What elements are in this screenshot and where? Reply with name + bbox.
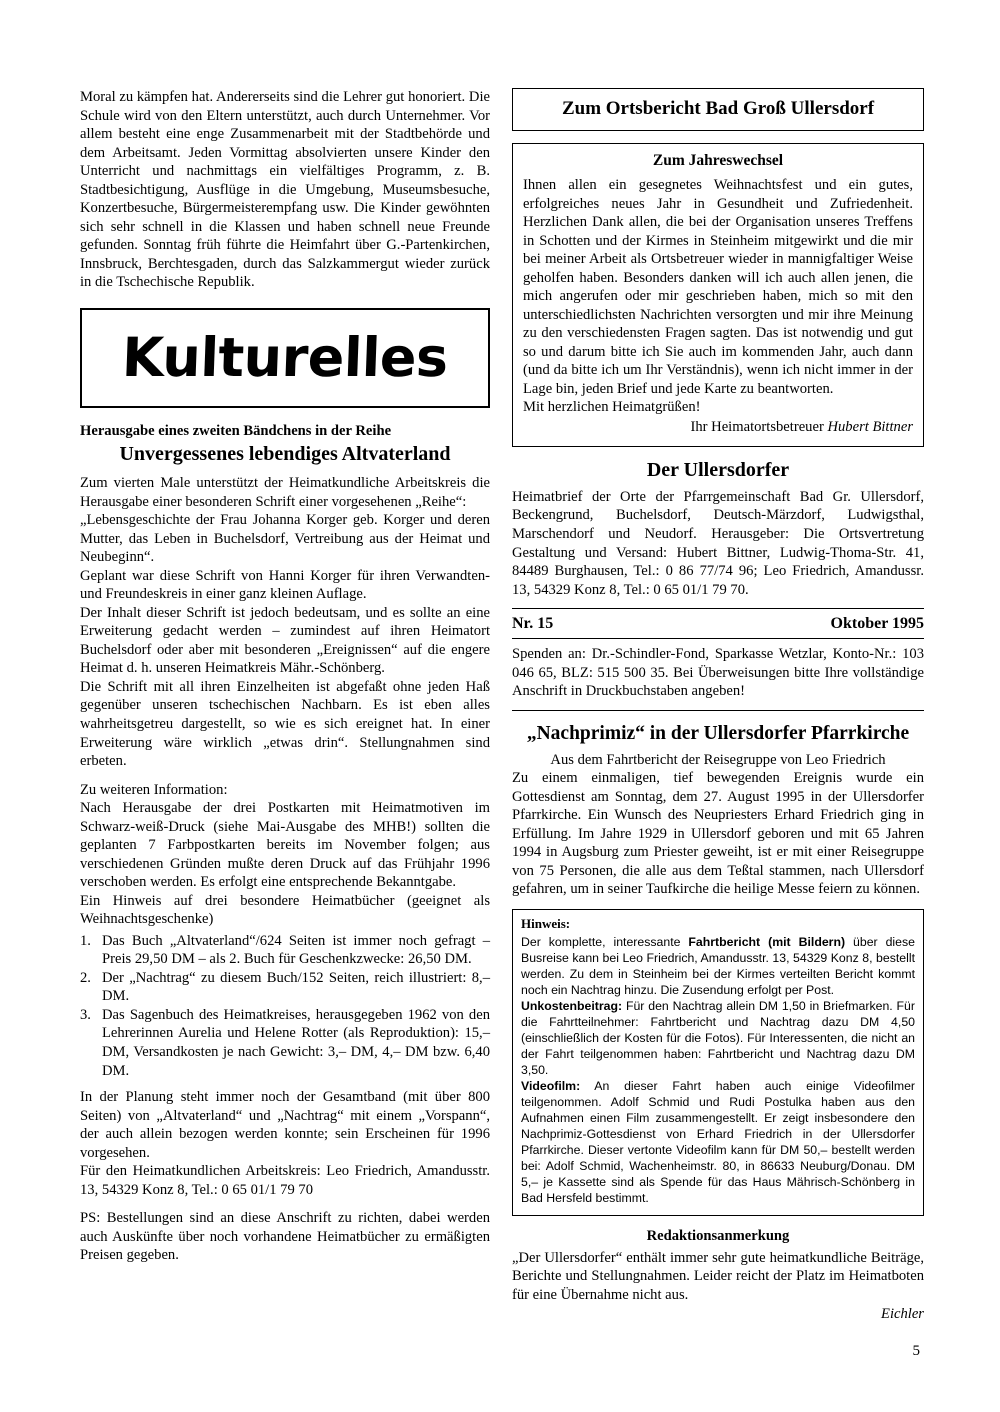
signature-prefix: Ihr Heimatortsbetreuer: [690, 418, 828, 435]
spenden-info: Spenden an: Dr.-Schindler-Fond, Sparkasse Wetzlar, Konto-Nr.: 103 046 65, BLZ: 515 500 35. Bei Überweisungen bitte Ihre vollständige Anschrift in Druckbuchstaben angeben!: [512, 646, 924, 700]
page-number: 5: [912, 1343, 920, 1359]
paragraph-8: Ein Hinweis auf drei besondere Heimatbücher (geeignet als Weihnachtsgeschenke): [80, 892, 490, 928]
masthead-rule: [512, 608, 924, 609]
jahreswechsel-box: [512, 143, 924, 447]
left-column: [80, 88, 490, 1265]
list-item-text: Der „Nachtrag“ zu diesem Buch/152 Seiten, reich illustriert: 8,– DM.: [102, 969, 490, 1005]
hinweis-paragraph-2: [521, 999, 915, 1079]
section-subheading: Herausgabe eines zweiten Bändchens in der Reihe: [80, 422, 392, 439]
list-item: [80, 969, 490, 1006]
videofilm-label: Videofilm:: [521, 1078, 581, 1093]
ullersdorfer-body: Heimatbrief der Orte der Pfarrgemeinschaft Bad Gr. Ullersdorf, Beckengrund, Buchelsdorf, Deutsch-Märzdorf, Ludwigsthal, Marschendorf und Neudorf. Herausgeber: Die Ortsvertretung Gestaltung und Versand: Hubert Bittner, Ludwig-Thoma-Str. 41, 84489 Burghausen, Tel.: 0 86 77/74 96; Leo Friedrich, Amandussr. 13, 54329 Konz 8, Tel.: 0 65 01/1 79 70.: [512, 488, 924, 598]
list-item: [80, 1006, 490, 1080]
list-item-text: Das Buch „Altvaterland“/624 Seiten ist immer noch gefragt – Preis 29,50 DM – als 2. Buch für Geschenkzwecke: 26,50 DM.: [102, 932, 490, 968]
signature-name: Hubert Bittner: [827, 418, 913, 435]
ullersdorfer-title: Der Ullersdorfer: [646, 458, 790, 481]
unkostenbeitrag-text: Für den Nachtrag allein DM 1,50 in Briefmarken. Für die Fahrtteilnehmer: Fahrtbericht und Nachtrag dazu DM 4,50 (einschließlich der Kosten für die Fotos). Für Interessenten, die nicht an der Fahrt teilgenommen haben: Fahrtbericht und Nachtrag dazu DM 3,50.: [521, 998, 915, 1077]
paragraph-11: PS: Bestellungen sind an diese Anschrift zu richten, dabei werden auch Auskünfte über noch vorhandene Heimatbücher zu ermäßigten Preisen gegeben.: [80, 1210, 490, 1264]
paragraph-9: In der Planung steht immer noch der Gesamtband (mit über 800 Seiten) von „Altvaterland“ und „Nachtrag“ mit einem „Vorspann“, der auch allein bezogen werden konnte; sein Erscheinen für 1996 vorgesehen.: [80, 1089, 490, 1161]
nachprimiz-body: Zu einem einmaligen, tief bewegenden Ereignis wurde ein Gottesdienst am Sonntag, dem 27. August 1995 in der Ullersdorfer Pfarrkirche. Ein Wunsch des Neupriesters Erhard Friedrich ging in Erfüllung. Im Jahre 1929 in Ullersdorf geboren und mit 65 Jahren 1994 in Augsburg zum Priester geweiht, ist er mit einer Reisegruppe von 75 Personen, die alle aus dem Teßtal stammen, nach Ullersdorf gefahren, um in seiner Taufkirche die heilige Messe feiern zu können.: [512, 770, 924, 898]
paragraph-3: Geplant war diese Schrift von Hanni Korger für ihren Verwandten- und Freundeskreis in einer ganz kleinen Auflage.: [80, 567, 490, 603]
paragraph-2: „Lebensgeschichte der Frau Johanna Korger geb. Korger und deren Mutter, das Leben in Buchelsdorf, Vertreibung aus der Heimat und Neubeginn“.: [80, 512, 490, 566]
series-title: Unvergessenes lebendiges Altvaterland: [119, 443, 451, 466]
list-item: [80, 932, 490, 969]
hinweis-paragraph-3: [521, 1079, 915, 1207]
issue-number: Nr. 15: [512, 615, 554, 633]
issue-line: [512, 615, 924, 633]
issue-date: Oktober 1995: [830, 615, 924, 633]
paragraph-10: Für den Heimatkundlichen Arbeitskreis: Leo Friedrich, Amandusstr. 13, 54329 Konz 8, Tel.: 0 65 01/1 79 70: [80, 1163, 490, 1198]
hinweis-box: [512, 909, 924, 1216]
hinweis-p1-a: Der komplette, interessante: [521, 934, 689, 949]
paragraph-4: Der Inhalt dieser Schrift ist jedoch bedeutsam, und es sollte an eine Erweiterung gedacht werden – zumindest auf ihren Heimatort Buchelsdorf oder aber mit besonderen „Ereignissen“ auf die engere Heimat d. h. unseren Heimatkreis Mähr.-Schönberg.: [80, 604, 490, 677]
redaktion-signature: Eichler: [881, 1306, 924, 1323]
paragraph-7: Nach Herausgabe der drei Postkarten mit Heimatmotiven im Schwarz-weiß-Druck (siehe Mai-Ausgabe des MHB!) sollten die geplanten 7 Farbpostkarten bereits im November folgen; aus verschiedenen Gründen mußte deren Druck auf das Frühjahr 1996 verschoben werden. Es erfolgt eine entsprechende Bekanntgabe.: [80, 800, 490, 891]
jahreswechsel-signature: [523, 419, 913, 436]
kulturelles-banner: [80, 308, 490, 408]
jahreswechsel-body: Ihnen allen ein gesegnetes Weihnachtsfest und ein gutes, erfolgreiches neues Jahr in Gesundheit und Zufriedenheit. Herzlichen Dank allen, die bei der Organisation unseres Treffens in Schotten und der Kirmes in Steinheim mitgewirkt und die mir bei meiner Arbeit als Ortsbetreuer wieder in mannigfaltiger Weise geholfen haben. Besonders danken will ich auch allen jenen, die mich angerufen oder mir geschrieben haben, mich so mit den unterschiedlichsten Nachrichten versorgten und mir ihre Meinung zu den verschiedensten Fragen sagten. Das ist notwendig und gut so und darum bitte ich Sie auch im kommenden Jahr, auch dann (und da bitte ich um Ihr Verständnis), wenn ich nicht immer in der Lage bin, jeden Brief und jede Karte zu beantworten.: [523, 177, 913, 397]
paragraph-6: Zu weiteren Information:: [80, 781, 228, 798]
redaktion-body: „Der Ullersdorfer“ enthält immer sehr gute heimatkundliche Beiträge, Berichte und Stellungnahmen. Leider reicht der Platz im Heimatboten für eine Übernahme nicht aus.: [512, 1249, 924, 1303]
nachprimiz-title: „Nachprimiz“ in der Ullersdorfer Pfarrkirche: [526, 722, 910, 744]
right-column: [512, 88, 924, 1323]
ullersdorfer-masthead: [512, 459, 924, 711]
redaktionsanmerkung: [512, 1228, 924, 1324]
hinweis-paragraph-1: [521, 935, 915, 999]
jahreswechsel-title: Zum Jahreswechsel: [652, 152, 784, 169]
book-list: [80, 932, 490, 1080]
hinweis-p1-bold: Fahrtbericht (mit Bildern): [688, 934, 846, 949]
spenden-rule: [512, 710, 924, 711]
ortsbericht-box: [512, 88, 924, 131]
list-item-number: 3.: [80, 1006, 91, 1023]
jahreswechsel-close: Mit herzlichen Heimatgrüßen!: [523, 399, 701, 416]
hinweis-p1-c: über diese Busreise kann bei Leo Friedrich, Amandusstr. 13, 54329 Konz 8, bestellt werden. Zu dem in Steinheim bei der Kirmes verteilten Bericht kommt noch ein Nachtrag hinzu. Die Zusendung erfolgt per Post.: [521, 934, 915, 997]
list-item-number: 2.: [80, 969, 91, 986]
paragraph-1: Zum vierten Male unterstützt der Heimatkundliche Arbeitskreis die Herausgabe einer besonderen Schrift einer vorgesehenen „Reihe“:: [80, 475, 490, 510]
redaktion-title: Redaktionsanmerkung: [646, 1227, 790, 1244]
banner-title: Kulturelles: [121, 326, 449, 390]
ortsbericht-title: Zum Ortsbericht Bad Groß Ullersdorf: [561, 98, 875, 119]
nachprimiz-subtitle: Aus dem Fahrtbericht der Reisegruppe von Leo Friedrich: [550, 751, 886, 768]
issue-rule: [512, 638, 924, 639]
list-item-number: 1.: [80, 932, 91, 949]
list-item-text: Das Sagenbuch des Heimatkreises, herausgegeben 1962 von den Lehrerinnen Aurelia und Helene Rotter (als Reproduktion): 15,– DM, Versandkosten je nach Gewicht: 3,– DM, 4,– DM bzw. 6,40 DM.: [102, 1006, 490, 1079]
intro-paragraph: Moral zu kämpfen hat. Andererseits sind die Lehrer gut honoriert. Die Schule wird von den Eltern unterstützt, auch durch Unternehmer. Vor allem besteht eine enge Zusammenarbeit mit der Stadtbehörde und dem Arbeitsamt. Jeden Vormittag absolvierten unsere Kinder den Unterricht und nachmittags ein vielfältiges Programm, z. B. Stadtbesichtigung, Ausflüge in die Umgebung, Museumsbesuche, Konzertbesuche, Bürgermeisterempfang usw. Die Kinder gewöhnten sich sehr schnell in die Klassen und haben schnell neue Freunde gefunden. Sonntag früh führte die Heimfahrt über G.-Partenkirchen, Innsbruck, Berchtesgaden, durch das Salzkammergut wieder zurück in die Tschechische Republik.: [80, 89, 490, 291]
unkostenbeitrag-label: Unkostenbeitrag:: [521, 998, 623, 1013]
videofilm-text: An dieser Fahrt haben auch einige Videofilmer teilgenommen. Adolf Schmid und Rudi Postulka haben aus den Aufnahmen einen Film zusammengestellt. Er zeigt insbesondere den Nachprimiz-Gottesdienst von Erhard Friedrich in der Ullersdorfer Pfarrkirche. Dieser vertonte Videofilm kann für DM 50,– bestellt werden bei: Adolf Schmid, Wachenheimstr. 80, in 86633 Neuburg/Donau. DM 5,– je Kassette sind als Spende für das Haus Mährisch-Schönberg in Bad Hersfeld bestimmt.: [521, 1078, 915, 1205]
paragraph-5: Die Schrift mit all ihren Einzelheiten ist abgefaßt ohne jeden Haß gegenüber unseren tschechischen Nachbarn. Es ist eben alles wahrheitsgetreu dargestellt, so wie es sich ereignet hat. In einer Erweiterung wäre wirklich „etwas drin“. Stellungnahmen sind erbeten.: [80, 678, 490, 770]
hinweis-title: Hinweis:: [521, 915, 571, 931]
